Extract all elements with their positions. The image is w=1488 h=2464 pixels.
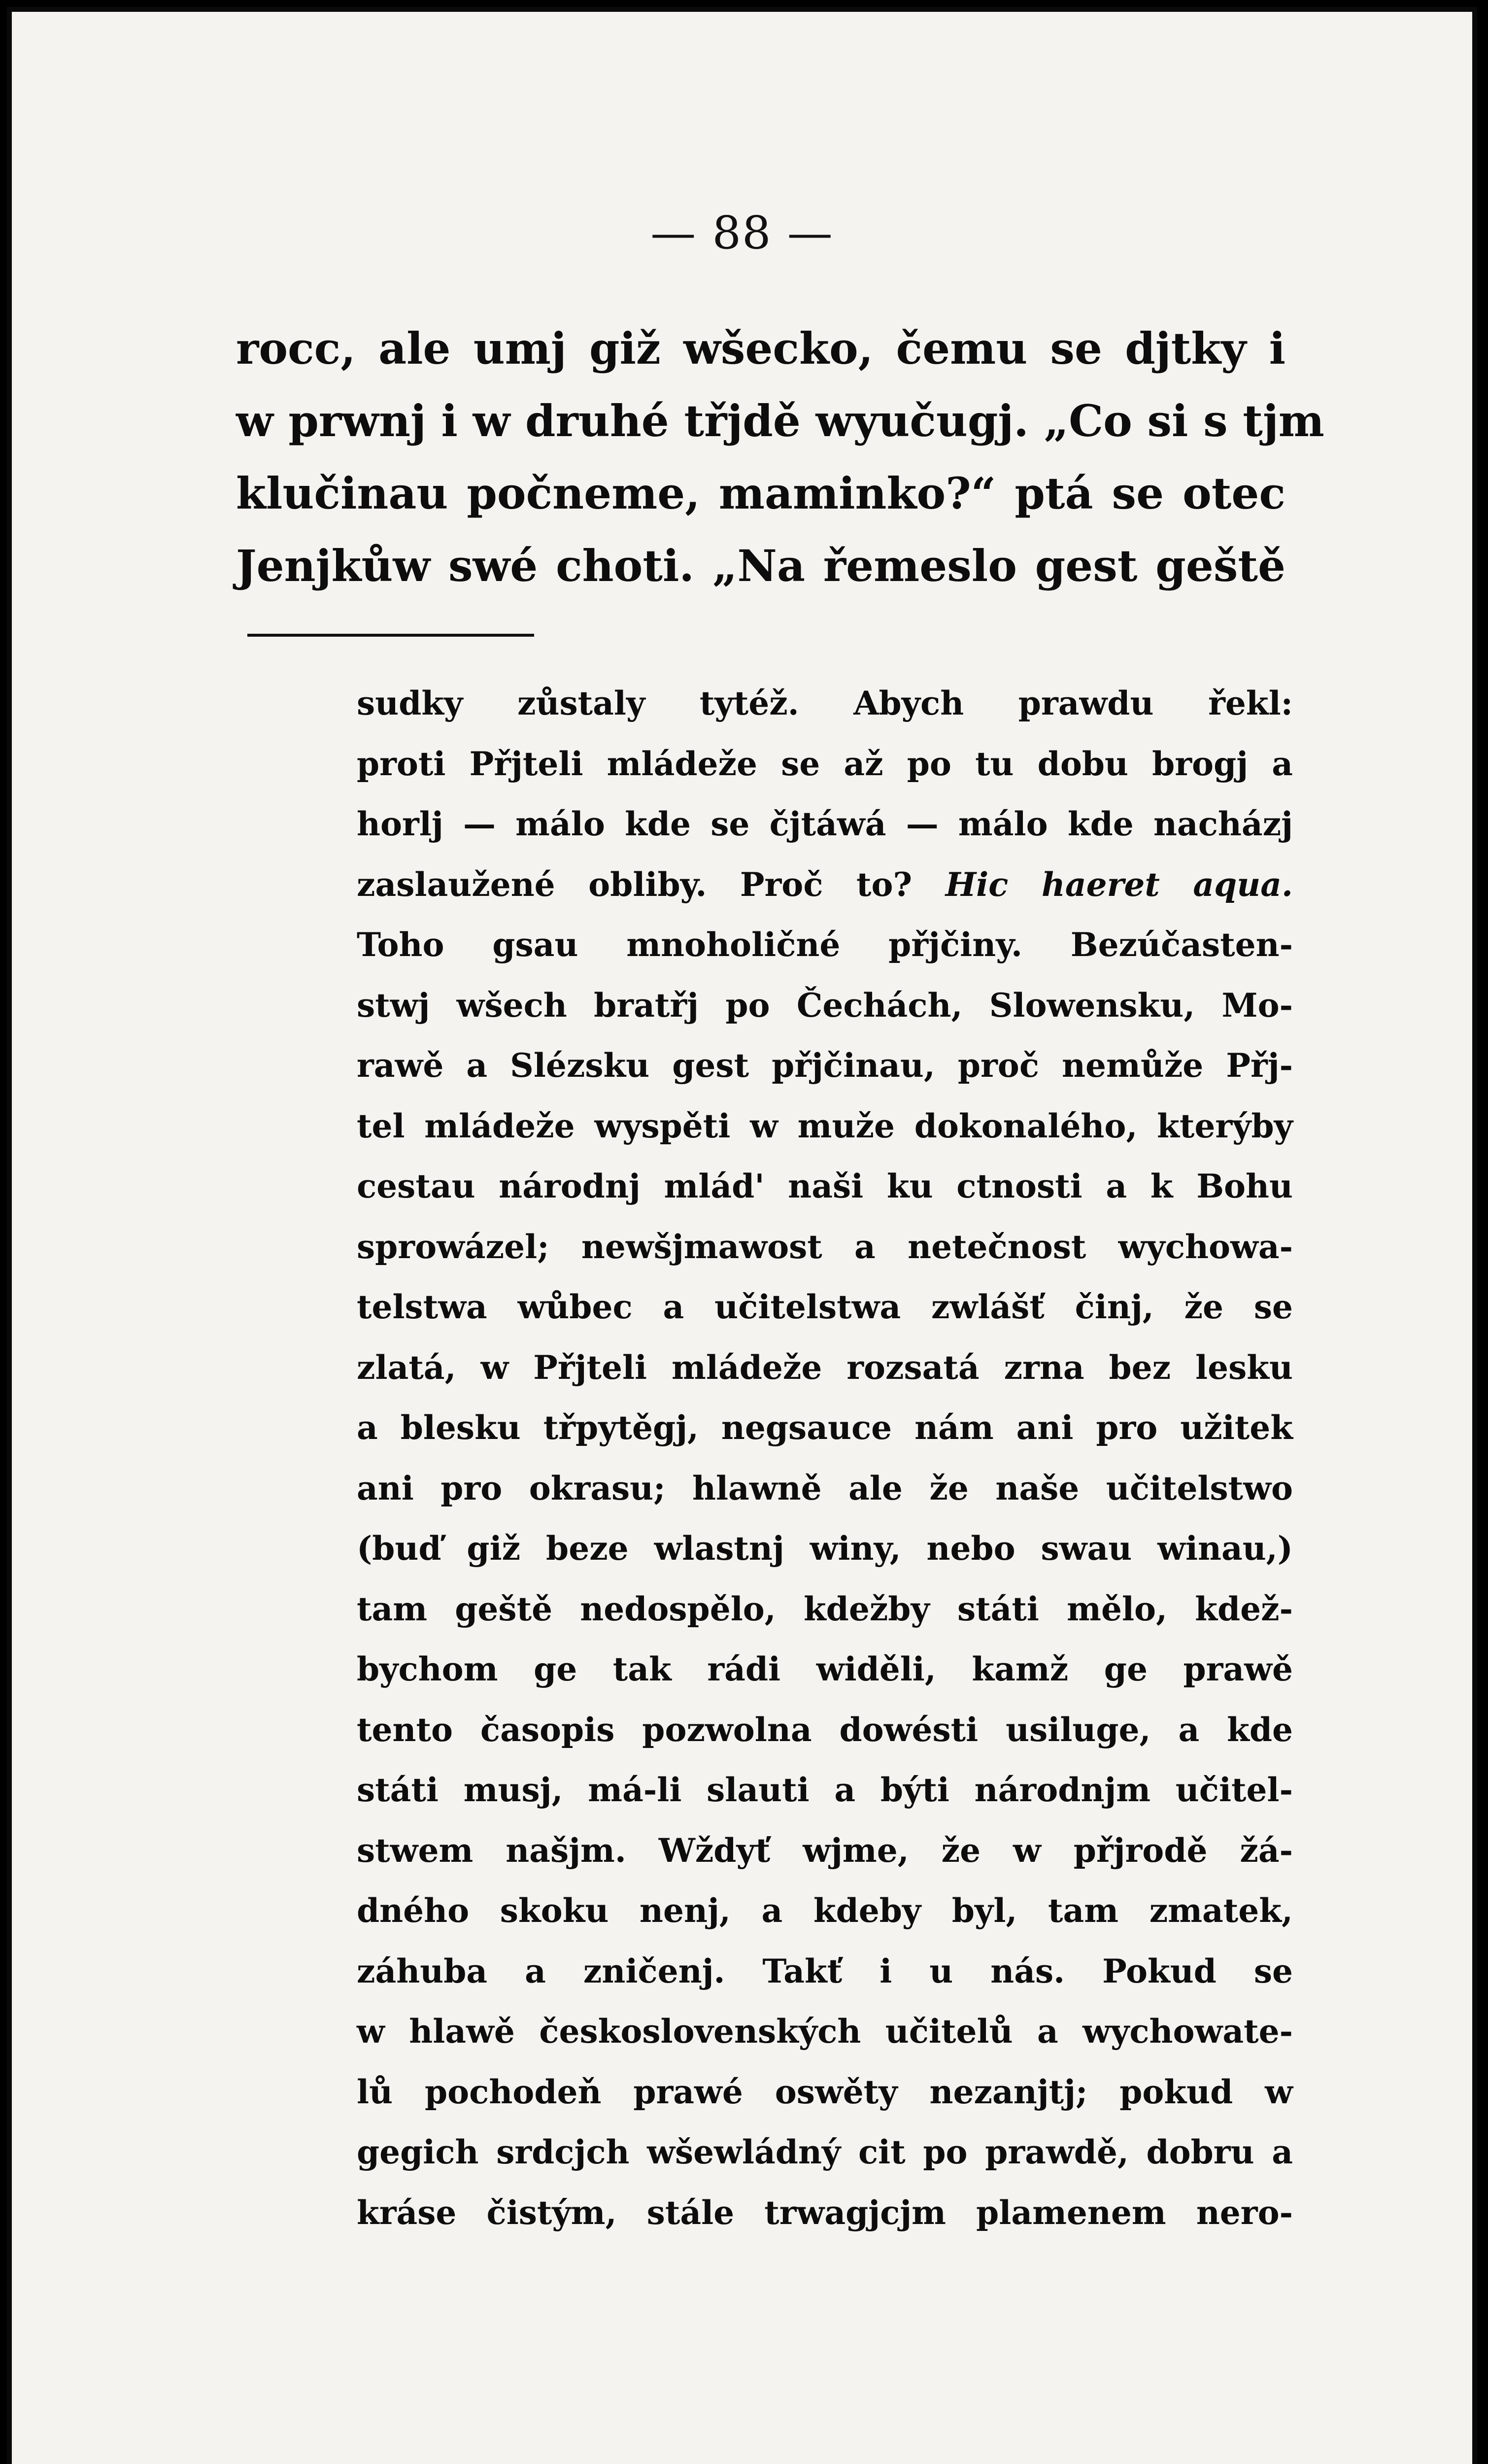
footnote-line: proti Přjteli mládeže se až po tu dobu brogj a bbox=[357, 744, 1293, 783]
footnote-line: zlatá, w Přjteli mládeže rozsatá zrna bez lesku bbox=[357, 1348, 1293, 1387]
footnote-line: ani pro okrasu; hlawně ale že naše učitelstwo bbox=[357, 1469, 1293, 1507]
footnote-line: cestau národnj mlád' naši ku ctnosti a k Bohu bbox=[357, 1167, 1293, 1205]
footnote-block bbox=[357, 673, 1293, 2243]
footnote-line: tam geště nedospělo, kdežby státi mělo, kdež- bbox=[357, 1589, 1293, 1628]
footnote-line: státi musj, má-li slauti a býti národnjm učitel- bbox=[357, 1771, 1293, 1809]
main-text-line: klučinau počneme, maminko?“ ptá se otec bbox=[236, 468, 1285, 519]
main-text-block bbox=[236, 312, 1324, 602]
book-page bbox=[7, 7, 1477, 2464]
footnote-line: kráse čistým, stále trwagjcjm plamenem nero- bbox=[357, 2193, 1293, 2232]
footnote-line bbox=[357, 855, 1293, 915]
main-text-line: rocc, ale umj giž wšecko, čemu se djtky i bbox=[236, 323, 1285, 374]
footnote-line-text: zaslaužené obliby. Proč to? bbox=[357, 865, 913, 904]
footnote-line: tel mládeže wyspěti w muže dokonalého, kterýby bbox=[357, 1106, 1293, 1145]
footnote-line: dného skoku nenj, a kdeby byl, tam zmatek, bbox=[357, 1891, 1293, 1930]
footnote-line: gegich srdcjch wšewládný cit po prawdě, dobru a bbox=[357, 2133, 1293, 2171]
footnote-line: Toho gsau mnoholičné přjčiny. Bezúčasten- bbox=[357, 925, 1293, 964]
footnote-line: lů pochodeň prawé oswěty nezanjtj; pokud w bbox=[357, 2072, 1293, 2111]
footnote-line: záhuba a zničenj. Takť i u nás. Pokud se bbox=[357, 1951, 1293, 1990]
footnote-line: horlj — málo kde se čjtáwá — málo kde nacházj bbox=[357, 805, 1293, 843]
footnote-divider bbox=[247, 634, 534, 637]
footnote-line: tento časopis pozwolna dowésti usiluge, a kde bbox=[357, 1710, 1293, 1749]
latin-phrase: Hic haeret aqua. bbox=[945, 865, 1293, 904]
footnote-line: rawě a Slézsku gest přjčinau, proč nemůže Přj- bbox=[357, 1046, 1293, 1085]
footnote-line: stwj wšech bratřj po Čechách, Slowensku, Mo- bbox=[357, 986, 1293, 1025]
footnote-line: sudky zůstaly tytéž. Abych prawdu řekl: bbox=[357, 684, 1293, 722]
footnote-line: a blesku třpytěgj, negsauce nám ani pro užitek bbox=[357, 1408, 1293, 1447]
footnote-line: telstwa wůbec a učitelstwa zwlášť činj, že se bbox=[357, 1288, 1293, 1326]
main-text-line: Jenjkůw swé choti. „Na řemeslo gest geště bbox=[236, 540, 1285, 591]
footnote-line: sprowázel; newšjmawost a netečnost wychowa- bbox=[357, 1227, 1293, 1266]
main-text-line: w prwnj i w druhé třjdě wyučugj. „Co si s tjm bbox=[236, 395, 1324, 446]
footnote-line: (buď giž beze wlastnj winy, nebo swau winau,) bbox=[357, 1529, 1293, 1568]
footnote-line: w hlawě československých učitelů a wychowate- bbox=[357, 2012, 1293, 2051]
footnote-line: bychom ge tak rádi widěli, kamž ge prawě bbox=[357, 1650, 1293, 1688]
footnote-line: stwem našjm. Wždyť wjme, že w přjrodě žá- bbox=[357, 1831, 1293, 1870]
page-number: — 88 — bbox=[650, 206, 834, 259]
